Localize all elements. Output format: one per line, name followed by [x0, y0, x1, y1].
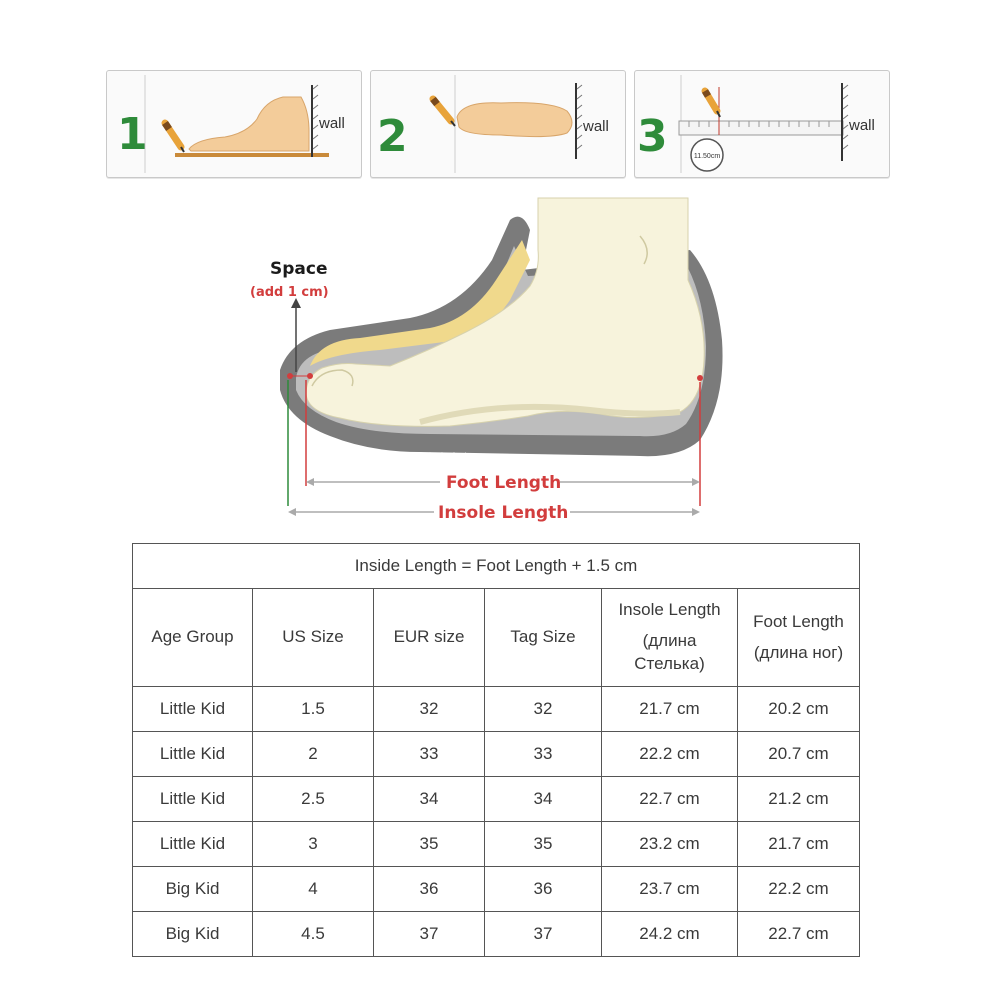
insole-length-label: Insole Length [438, 503, 569, 523]
cell-insole-length: 23.2 cm [602, 822, 738, 867]
step-3-number: 3 [637, 111, 668, 162]
cell-foot-length: 20.2 cm [738, 687, 860, 732]
step-3-panel [634, 70, 890, 178]
ruler-readout: 11.50cm [693, 153, 721, 160]
space-label: Space [270, 259, 328, 279]
cell-insole-length: 21.7 cm [602, 687, 738, 732]
pencil-icon [165, 123, 184, 152]
cell-age-group: Little Kid [133, 732, 253, 777]
cell-tag-size: 33 [485, 732, 602, 777]
column-header-eur-size: EUR size [374, 589, 485, 687]
cell-foot-length: 21.2 cm [738, 777, 860, 822]
pencil-icon [705, 91, 720, 117]
pencil-icon [433, 99, 455, 126]
size-chart-caption: Inside Length = Foot Length + 1.5 cm [133, 544, 860, 589]
step-2-panel [370, 70, 626, 178]
cell-us-size: 2.5 [253, 777, 374, 822]
table-row [133, 687, 860, 732]
cell-foot-length: 20.7 cm [738, 732, 860, 777]
table-row [133, 912, 860, 957]
cell-tag-size: 36 [485, 867, 602, 912]
cell-eur-size: 35 [374, 822, 485, 867]
foot-length-label: Foot Length [446, 473, 562, 493]
step-3-wall-label: wall [849, 117, 875, 134]
cell-us-size: 3 [253, 822, 374, 867]
cell-tag-size: 35 [485, 822, 602, 867]
cell-us-size: 4.5 [253, 912, 374, 957]
column-header-age-group: Age Group [133, 589, 253, 687]
table-row [133, 732, 860, 777]
step-1-panel [106, 70, 362, 178]
cell-insole-length: 24.2 cm [602, 912, 738, 957]
table-row [133, 867, 860, 912]
space-note: (add 1 cm) [250, 285, 329, 300]
cell-eur-size: 37 [374, 912, 485, 957]
cell-tag-size: 37 [485, 912, 602, 957]
cell-age-group: Little Kid [133, 777, 253, 822]
cell-tag-size: 34 [485, 777, 602, 822]
cell-insole-length: 22.2 cm [602, 732, 738, 777]
cell-insole-length: 22.7 cm [602, 777, 738, 822]
shoe-length-diagram [250, 190, 740, 530]
cell-foot-length: 22.7 cm [738, 912, 860, 957]
cell-eur-size: 34 [374, 777, 485, 822]
cell-eur-size: 32 [374, 687, 485, 732]
cell-eur-size: 33 [374, 732, 485, 777]
cell-foot-length: 21.7 cm [738, 822, 860, 867]
cell-us-size: 2 [253, 732, 374, 777]
cell-eur-size: 36 [374, 867, 485, 912]
size-chart-table [132, 543, 860, 957]
step-1-illustration [107, 71, 361, 177]
cell-age-group: Little Kid [133, 822, 253, 867]
step-2-number: 2 [377, 111, 408, 162]
step-1-number: 1 [117, 109, 148, 160]
cell-tag-size: 32 [485, 687, 602, 732]
cell-foot-length: 22.2 cm [738, 867, 860, 912]
table-row [133, 822, 860, 867]
cell-age-group: Little Kid [133, 687, 253, 732]
table-row [133, 777, 860, 822]
step-1-wall-label: wall [319, 115, 345, 132]
step-2-illustration [371, 71, 625, 177]
column-header-insole-length: Insole Length (длина Стелька) [602, 589, 738, 687]
step-3-illustration [635, 71, 889, 177]
column-header-foot-length: Foot Length (длина ног) [738, 589, 860, 687]
cell-age-group: Big Kid [133, 912, 253, 957]
step-2-wall-label: wall [583, 118, 609, 135]
shoe-illustration [250, 190, 740, 530]
measuring-steps [106, 70, 892, 178]
column-header-tag-size: Tag Size [485, 589, 602, 687]
table-header-row [133, 589, 860, 687]
cell-insole-length: 23.7 cm [602, 867, 738, 912]
cell-us-size: 4 [253, 867, 374, 912]
cell-age-group: Big Kid [133, 867, 253, 912]
column-header-us-size: US Size [253, 589, 374, 687]
cell-us-size: 1.5 [253, 687, 374, 732]
